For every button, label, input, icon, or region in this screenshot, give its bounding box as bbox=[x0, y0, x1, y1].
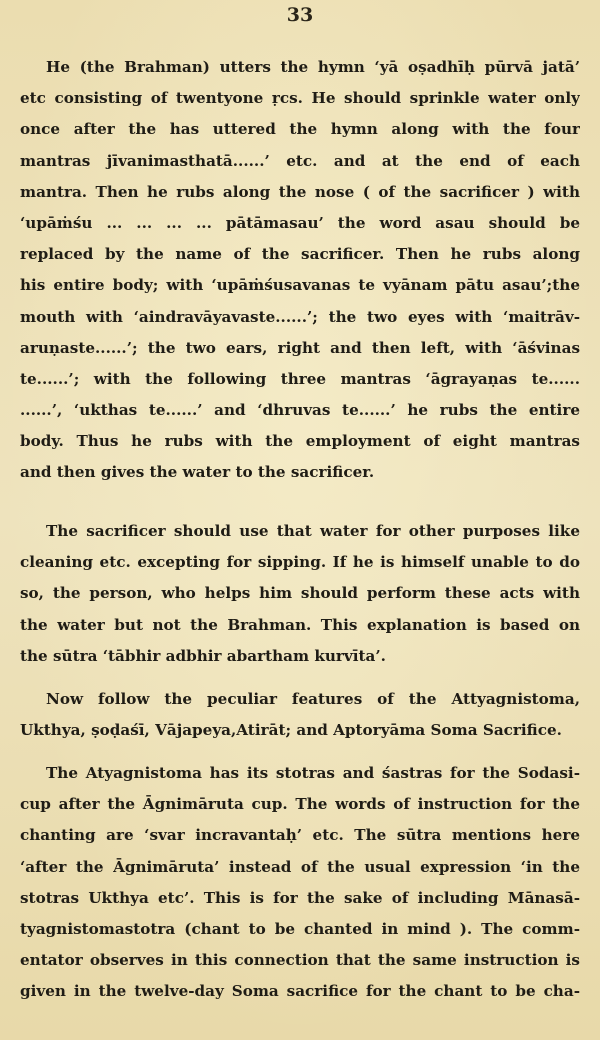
text-line: mouth with ‘aindravāyavaste......’; the two eyes with ‘maitrāv- bbox=[20, 307, 580, 326]
text-line: so, the person, who helps him should perform these acts with bbox=[20, 584, 580, 603]
text-line: He (the Brahman) utters the hymn ‘yā oṣadhīḥ pūrvā jatā’ bbox=[46, 58, 580, 76]
text-line: replaced by the name of the sacrificer. Then he rubs along bbox=[20, 245, 580, 264]
text-line: etc consisting of twentyone ṛcs. He should sprinkle water only bbox=[20, 89, 580, 108]
paragraph-4 bbox=[20, 758, 580, 1008]
text-line: mantras jīvanimasthatā......’ etc. and at the end of each bbox=[20, 151, 580, 170]
text-line: the sūtra ‘tābhir adbhir abartham kurvīta’. bbox=[20, 646, 386, 665]
text-line: cleaning etc. excepting for sipping. If he is himself unable to do bbox=[20, 553, 580, 572]
page-number: 33 bbox=[286, 4, 314, 26]
text-line: body. Thus he rubs with the employment of eight mantras bbox=[20, 432, 580, 451]
text-line: the water but not the Brahman. This explanation is based on bbox=[20, 615, 580, 634]
text-line: and then gives the water to the sacrificer. bbox=[20, 463, 375, 482]
text-line: Ukthya, ṣoḍaśī, Vājapeya,Atirāt; and Aptoryāma Soma Sacrifice. bbox=[20, 721, 562, 740]
paragraph-2 bbox=[20, 516, 580, 672]
text-line: ......’, ‘ukthas te......’ and ‘dhruvas te......’ he rubs the entire bbox=[20, 401, 580, 420]
text-line: cup after the Āgnimāruta cup. The words of instruction for the bbox=[20, 795, 580, 814]
text-line: chanting are ‘svar incravantaḥ’ etc. The sūtra mentions here bbox=[20, 826, 580, 845]
text-line: stotras Ukthya etc’. This is for the sake of including Mānasā- bbox=[20, 888, 580, 907]
text-line: ‘after the Āgnimāruta’ instead of the usual expression ‘in the bbox=[20, 857, 580, 876]
text-line: tyagnistomastotra (chant to be chanted in mind ). The comm- bbox=[20, 919, 580, 938]
text-line: entator observes in this connection that the same instruction is bbox=[20, 951, 580, 970]
text-line: given in the twelve-day Soma sacrifice for the chant to be cha- bbox=[20, 982, 580, 1001]
text-line: The Atyagnistoma has its stotras and śastras for the Sodasi- bbox=[46, 764, 580, 782]
text-line: ‘upāṁśu ... ... ... ... pātāmasau’ the word asau should be bbox=[20, 213, 580, 232]
paragraph-3 bbox=[20, 684, 580, 746]
text-line: once after the has uttered the hymn along with the four bbox=[20, 120, 580, 139]
text-line: his entire body; with ‘upāṁśusavanas te vyānam pātu asau’;the bbox=[20, 276, 580, 295]
text-line: te......’; with the following three mantras ‘āgrayaṇas te...... bbox=[20, 369, 580, 388]
text-line: Now follow the peculiar features of the Attyagnistoma, bbox=[46, 690, 580, 708]
text-line: mantra. Then he rubs along the nose ( of the sacrificer ) with bbox=[20, 182, 580, 201]
text-line: aruṇaste......’; the two ears, right and then left, with ‘āśvinas bbox=[20, 338, 580, 357]
paragraph-1 bbox=[20, 52, 580, 489]
text-line: The sacrificer should use that water for other purposes like bbox=[46, 522, 580, 540]
